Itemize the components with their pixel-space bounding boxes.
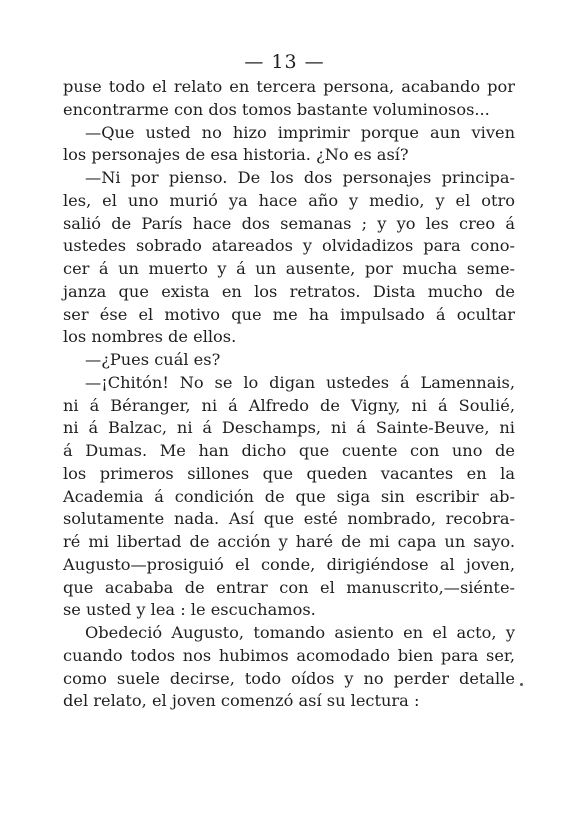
text-line: cer á un muerto y á un ausente, por mucha seme- — [63, 259, 515, 278]
text-line: salió de París hace dos semanas ; y yo les creo á — [63, 213, 515, 233]
text-line: á Dumas. Me han dicho que cuente con uno de — [63, 441, 515, 460]
ink-speck — [520, 683, 523, 686]
page-number: — 13 — — [244, 51, 325, 73]
text-line: ni á Balzac, ni á Deschamps, ni á Sainte-Beuve, ni — [63, 418, 515, 438]
text-line: que acababa de entrar con el manuscrito,—siénte- — [63, 577, 515, 597]
text-line: solutamente nada. Así que esté nombrado, recobra- — [63, 509, 515, 529]
text-line: ni á Béranger, ni á Alfredo de Vigny, ni á Soulié, — [63, 395, 515, 415]
text-line: del relato, el joven comenzó así su lectura : — [63, 691, 420, 711]
text-line: puse todo el relato en tercera persona, acabando por — [63, 77, 515, 96]
text-line: como suele decirse, todo oídos y no perder detalle — [63, 668, 515, 688]
text-line: los primeros sillones que queden vacantes en la — [63, 463, 515, 483]
text-line: se usted y lea : le escuchamos. — [63, 600, 316, 620]
text-line: los personajes de esa historia. ¿No es así? — [63, 145, 409, 165]
text-line: ré mi libertad de acción y haré de mi capa un sayo. — [63, 532, 515, 551]
text-line: les, el uno murió ya hace año y medio, y el otro — [63, 190, 515, 210]
body-text — [63, 76, 515, 713]
text-line: —Ni por pienso. De los dos personajes principa- — [85, 168, 515, 187]
text-line: ser ése el motivo que me ha impulsado á ocultar — [63, 304, 515, 324]
text-line: los nombres de ellos. — [63, 327, 237, 347]
text-line: janza que exista en los retratos. Dista mucho de — [63, 281, 515, 301]
text-line: —Que usted no hizo imprimir porque aun viven — [85, 122, 515, 142]
text-line: —¿Pues cuál es? — [85, 350, 221, 369]
text-line: Augusto—prosiguió el conde, dirigiéndose al joven, — [63, 554, 515, 574]
text-line: —¡Chitón! No se lo digan ustedes á Lamennais, — [85, 372, 515, 392]
text-line: encontrarme con dos tomos bastante voluminosos... — [63, 99, 490, 119]
text-line: ustedes sobrado atareados y olvidadizos para cono- — [63, 236, 515, 256]
text-line: Obedeció Augusto, tomando asiento en el acto, y — [85, 623, 515, 642]
text-line: cuando todos nos hubimos acomodado bien para ser, — [63, 645, 515, 665]
text-line: Academia á condición de que siga sin escribir ab- — [63, 486, 515, 506]
